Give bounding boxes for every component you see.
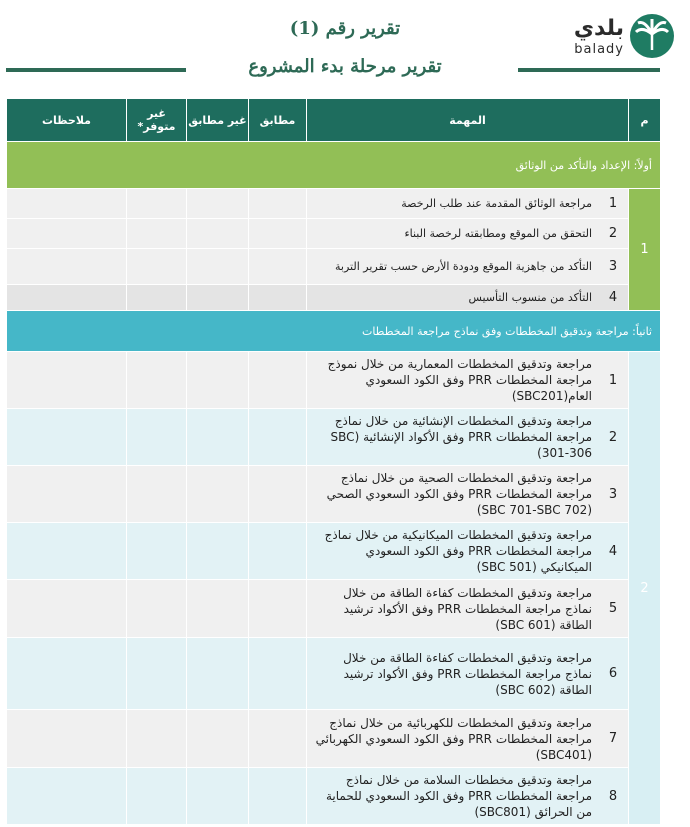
table-row bbox=[7, 710, 661, 768]
matching-cell[interactable] bbox=[249, 285, 307, 311]
notes-cell[interactable] bbox=[7, 580, 127, 638]
not-available-cell[interactable] bbox=[127, 580, 187, 638]
report-subtitle: تقرير مرحلة بدء المشروع bbox=[248, 56, 442, 77]
table-row bbox=[7, 638, 661, 710]
col-header-not-available: غير متوفر* bbox=[127, 99, 187, 142]
logo-english-text: balady bbox=[574, 42, 624, 57]
row-number: 4 bbox=[608, 543, 618, 559]
row-number: 6 bbox=[608, 666, 618, 681]
not-available-cell[interactable] bbox=[127, 768, 187, 825]
not-matching-cell[interactable] bbox=[187, 523, 249, 580]
matching-cell[interactable] bbox=[249, 466, 307, 523]
matching-cell[interactable] bbox=[249, 523, 307, 580]
col-header-not-matching: غير مطابق bbox=[187, 99, 249, 142]
table-row bbox=[7, 285, 661, 311]
checklist-table bbox=[6, 98, 661, 825]
task-text: التأكد من جاهزية الموقع ودودة الأرض حسب تقرير التربة bbox=[335, 259, 592, 273]
task-text: مراجعة وتدقيق المخططات للكهربائية من خلال نماذج مراجعة المخططات PRR وفق الكود السعودي الكهربائي (SBC401) bbox=[315, 715, 592, 762]
not-matching-cell[interactable] bbox=[187, 580, 249, 638]
header-divider-left bbox=[6, 68, 186, 72]
notes-cell[interactable] bbox=[7, 352, 127, 409]
report-title: تقرير رقم (1) bbox=[289, 18, 401, 39]
task-text: مراجعة وتدقيق المخططات الصحية من خلال نماذج مراجعة المخططات PRR وفق الكود السعودي الصحي (SBC 701-SBC 702) bbox=[326, 471, 592, 517]
col-header-task: المهمة bbox=[307, 99, 629, 142]
col-header-matching: مطابق bbox=[249, 99, 307, 142]
section-1-header bbox=[7, 142, 661, 189]
matching-cell[interactable] bbox=[249, 352, 307, 409]
task-text: مراجعة وتدقيق المخططات المعمارية من خلال نموذج مراجعة المخططات PRR وفق الكود السعودي العام(SBC201) bbox=[327, 357, 592, 403]
matching-cell[interactable] bbox=[249, 710, 307, 768]
matching-cell[interactable] bbox=[249, 409, 307, 466]
not-available-cell[interactable] bbox=[127, 466, 187, 523]
table-row bbox=[7, 523, 661, 580]
not-matching-cell[interactable] bbox=[187, 638, 249, 710]
notes-cell[interactable] bbox=[7, 710, 127, 768]
not-matching-cell[interactable] bbox=[187, 768, 249, 825]
notes-cell[interactable] bbox=[7, 638, 127, 710]
task-text: التحقق من الموقع ومطابقته لرخصة البناء bbox=[404, 226, 592, 240]
not-matching-cell[interactable] bbox=[187, 285, 249, 311]
table-row bbox=[7, 352, 661, 409]
header-divider-right bbox=[518, 68, 660, 72]
table-row bbox=[7, 409, 661, 466]
row-number: 2 bbox=[608, 429, 618, 445]
task-text: مراجعة وتدقيق مخططات السلامة من خلال نماذج مراجعة المخططات PRR وفق الكود السعودي للحماية من الحرائق (SBC801) bbox=[325, 773, 592, 819]
section-1-title: أولاً: الإعداد والتأكد من الوثائق bbox=[7, 142, 661, 189]
matching-cell[interactable] bbox=[249, 580, 307, 638]
table-row bbox=[7, 466, 661, 523]
section-2-header bbox=[7, 311, 661, 352]
notes-cell[interactable] bbox=[7, 189, 127, 219]
not-available-cell[interactable] bbox=[127, 249, 187, 285]
task-text: التأكد من منسوب التأسيس bbox=[468, 290, 592, 304]
row-number: 8 bbox=[608, 788, 618, 804]
matching-cell[interactable] bbox=[249, 638, 307, 710]
row-number: 1 bbox=[608, 372, 618, 388]
notes-cell[interactable] bbox=[7, 523, 127, 580]
row-number: 3 bbox=[608, 486, 618, 502]
notes-cell[interactable] bbox=[7, 249, 127, 285]
task-text: مراجعة الوثائق المقدمة عند طلب الرخصة bbox=[401, 196, 592, 210]
section-2-number: 2 bbox=[629, 352, 661, 825]
table-row bbox=[7, 189, 661, 219]
report-header bbox=[0, 0, 690, 96]
not-available-cell[interactable] bbox=[127, 409, 187, 466]
row-number: 1 bbox=[608, 196, 618, 211]
not-matching-cell[interactable] bbox=[187, 409, 249, 466]
row-number: 2 bbox=[608, 226, 618, 241]
row-number: 4 bbox=[608, 290, 618, 305]
table-row bbox=[7, 580, 661, 638]
table-row bbox=[7, 768, 661, 825]
row-number: 5 bbox=[608, 601, 618, 616]
section-1-number: 1 bbox=[629, 189, 661, 311]
task-text: مراجعة وتدقيق المخططات كفاءة الطاقة من خلال نماذج مراجعة المخططات PRR وفق الأكواد ترشيد الطاقة (SBC 601) bbox=[343, 585, 592, 632]
task-text: مراجعة وتدقيق المخططات الإنشائية من خلال نماذج مراجعة المخططات PRR وفق الأكواد الإنشائية (SBC 301-306) bbox=[330, 414, 592, 460]
matching-cell[interactable] bbox=[249, 249, 307, 285]
not-matching-cell[interactable] bbox=[187, 249, 249, 285]
table-row bbox=[7, 219, 661, 249]
col-header-notes: ملاحظات bbox=[7, 99, 127, 142]
row-number: 7 bbox=[608, 731, 618, 746]
not-available-cell[interactable] bbox=[127, 523, 187, 580]
task-text: مراجعة وتدقيق المخططات الميكانيكية من خلال نماذج مراجعة المخططات PRR وفق الكود السعودي الميكانيكي (SBC 501) bbox=[324, 528, 592, 574]
not-available-cell[interactable] bbox=[127, 352, 187, 409]
not-available-cell[interactable] bbox=[127, 189, 187, 219]
notes-cell[interactable] bbox=[7, 768, 127, 825]
col-header-m: م bbox=[629, 99, 661, 142]
not-matching-cell[interactable] bbox=[187, 710, 249, 768]
not-matching-cell[interactable] bbox=[187, 466, 249, 523]
not-matching-cell[interactable] bbox=[187, 352, 249, 409]
notes-cell[interactable] bbox=[7, 285, 127, 311]
notes-cell[interactable] bbox=[7, 409, 127, 466]
not-available-cell[interactable] bbox=[127, 219, 187, 249]
task-text: مراجعة وتدقيق المخططات كفاءة الطاقة من خلال نماذج مراجعة المخططات PRR وفق الأكواد ترشيد الطاقة (SBC 602) bbox=[343, 650, 592, 697]
section-2-title: ثانياً: مراجعة وتدقيق المخططات وفق نماذج مراجعة المخططات bbox=[7, 311, 661, 352]
notes-cell[interactable] bbox=[7, 219, 127, 249]
not-matching-cell[interactable] bbox=[187, 219, 249, 249]
table-row bbox=[7, 249, 661, 285]
logo-arabic-text: بلدي bbox=[573, 16, 624, 41]
not-available-cell[interactable] bbox=[127, 638, 187, 710]
table-header-row bbox=[7, 99, 661, 142]
row-number: 3 bbox=[608, 259, 618, 274]
not-available-cell[interactable] bbox=[127, 710, 187, 768]
matching-cell[interactable] bbox=[249, 189, 307, 219]
not-matching-cell[interactable] bbox=[187, 189, 249, 219]
notes-cell[interactable] bbox=[7, 466, 127, 523]
matching-cell[interactable] bbox=[249, 768, 307, 825]
matching-cell[interactable] bbox=[249, 219, 307, 249]
not-available-cell[interactable] bbox=[127, 285, 187, 311]
